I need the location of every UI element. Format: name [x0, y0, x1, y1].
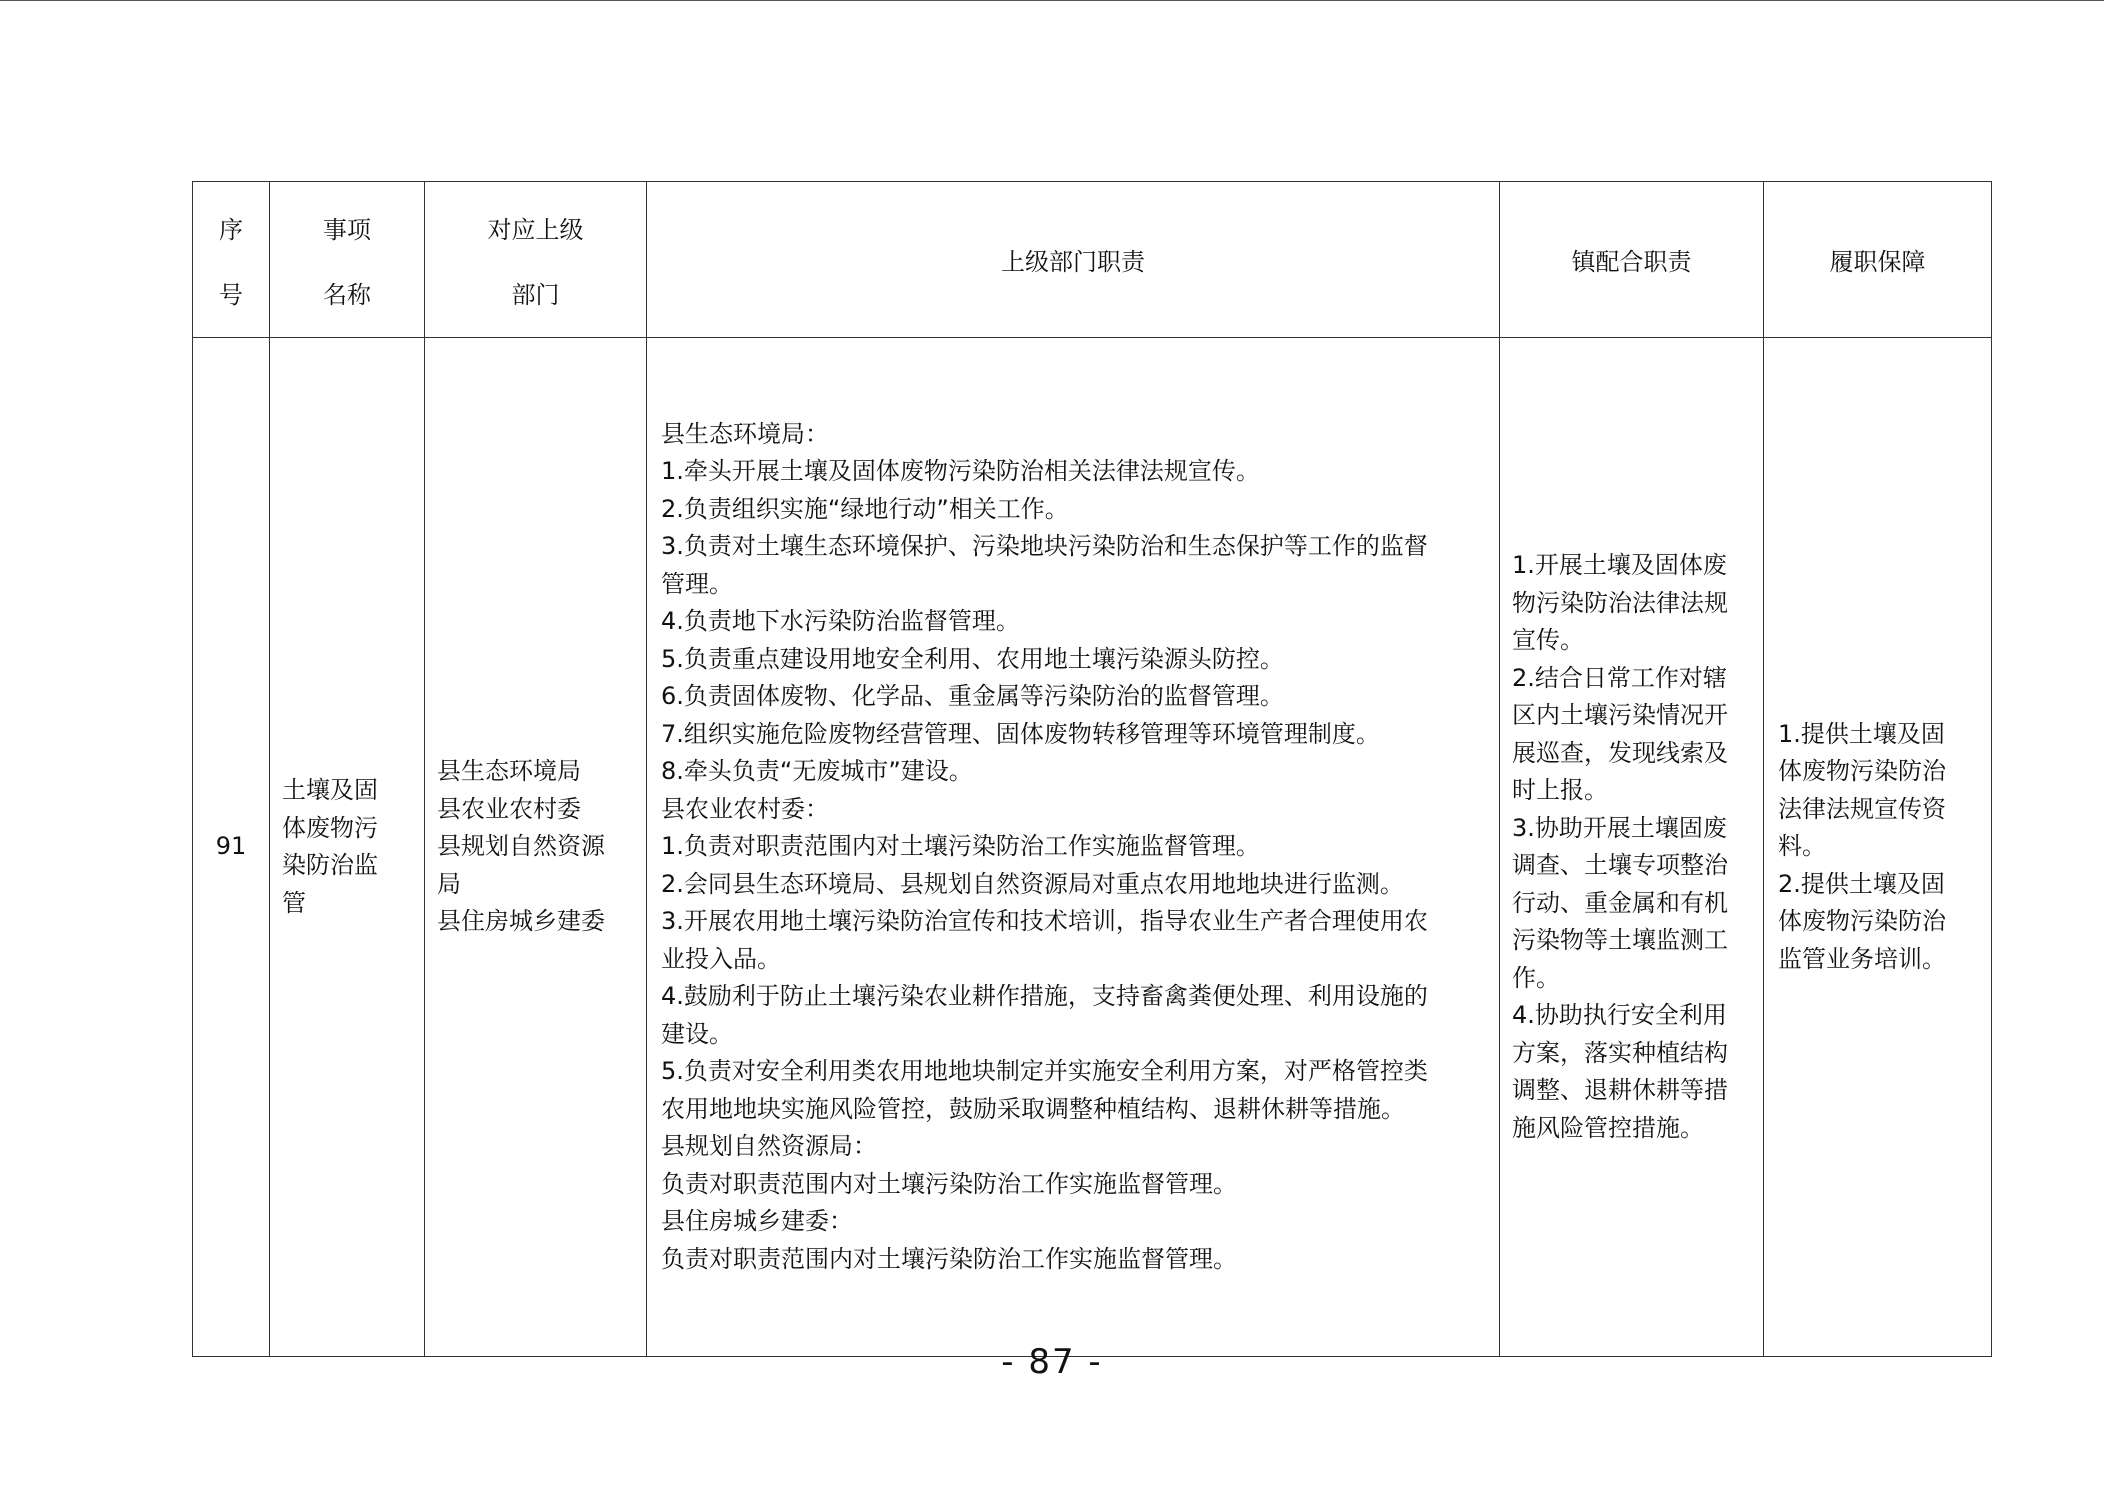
- row-seq: 91: [193, 338, 270, 1357]
- guarantee-line: 料。: [1778, 832, 1826, 861]
- header-item-name: 事项 名称: [270, 182, 425, 338]
- duty-line: 2.负责组织实施“绿地行动”相关工作。: [661, 494, 1069, 523]
- duty-line: 县生态环境局：: [661, 419, 829, 448]
- town-duty-line: 3.协助开展土壤固废: [1512, 813, 1727, 842]
- duty-line: 3.开展农用地土壤污染防治宣传和技术培训，指导农业生产者合理使用农: [661, 907, 1428, 936]
- guarantee-line: 法律法规宣传资: [1778, 794, 1946, 823]
- town-duty-line: 作。: [1512, 963, 1560, 992]
- town-duty-line: 4.协助执行安全利用: [1512, 1001, 1727, 1029]
- duty-table: [192, 181, 1992, 1357]
- guarantee-line: 体废物污染防治: [1778, 757, 1946, 786]
- row-item-name: [270, 338, 425, 1357]
- duty-line: 农用地地块实施风险管控，鼓励采取调整种植结构、退耕休耕等措施。: [661, 1094, 1405, 1123]
- guarantee-line: 2.提供土壤及固: [1778, 869, 1945, 898]
- guarantee-line: 体废物污染防治: [1778, 907, 1946, 936]
- town-duty-line: 行动、重金属和有机: [1512, 888, 1728, 917]
- duty-line: 建设。: [661, 1019, 733, 1048]
- row-superior-dept: [425, 338, 647, 1357]
- header-superior-duties: 上级部门职责: [647, 182, 1500, 338]
- dept-line: 局: [437, 869, 461, 898]
- duty-line: 3.负责对土壤生态环境保护、污染地块污染防治和生态保护等工作的监督: [661, 532, 1428, 561]
- town-duty-line: 方案，落实种植结构: [1512, 1038, 1728, 1067]
- duty-line: 4.负责地下水污染防治监督管理。: [661, 607, 1020, 636]
- header-guarantee: 履职保障: [1764, 182, 1992, 338]
- duty-line: 2.会同县生态环境局、县规划自然资源局对重点农用地地块进行监测。: [661, 869, 1404, 898]
- dept-line: 县规划自然资源: [437, 832, 605, 861]
- top-border-line: [0, 0, 2104, 1]
- duty-line: 县规划自然资源局：: [661, 1132, 877, 1161]
- duty-line: 县住房城乡建委：: [661, 1207, 853, 1236]
- row-superior-duties: [647, 338, 1500, 1357]
- page-number: - 87 -: [1001, 1342, 1103, 1382]
- town-duty-line: 展巡查，发现线索及: [1512, 738, 1728, 767]
- item-name-line: 染防治监: [282, 851, 378, 879]
- town-duty-line: 调查、土壤专项整治: [1512, 851, 1728, 879]
- item-name-line: 管: [282, 888, 306, 917]
- duty-line: 4.鼓励利于防止土壤污染农业耕作措施，支持畜禽粪便处理、利用设施的: [661, 982, 1428, 1011]
- town-duty-line: 区内土壤污染情况开: [1512, 701, 1728, 729]
- header-seq: 序 号: [193, 182, 270, 338]
- duty-line: 5.负责对安全利用类农用地地块制定并实施安全利用方案，对严格管控类: [661, 1057, 1428, 1086]
- duty-line: 管理。: [661, 569, 733, 598]
- duty-line: 8.牵头负责“无废城市”建设。: [661, 757, 973, 786]
- dept-line: 县生态环境局: [437, 757, 581, 786]
- item-name-line: 土壤及固: [282, 776, 378, 804]
- duty-line: 负责对职责范围内对土壤污染防治工作实施监督管理。: [661, 1244, 1237, 1273]
- header-town-duties: 镇配合职责: [1500, 182, 1764, 338]
- guarantee-line: 监管业务培训。: [1778, 944, 1946, 973]
- town-duty-line: 宣传。: [1512, 626, 1584, 654]
- duty-line: 5.负责重点建设用地安全利用、农用地土壤污染源头防控。: [661, 644, 1284, 673]
- table-header-row: [193, 182, 1992, 338]
- town-duty-line: 污染物等土壤监测工: [1512, 926, 1728, 954]
- header-superior-dept: 对应上级 部门: [425, 182, 647, 338]
- duty-line: 6.负责固体废物、化学品、重金属等污染防治的监督管理。: [661, 682, 1284, 711]
- row-town-duties: [1500, 338, 1764, 1357]
- town-duty-line: 1.开展土壤及固体废: [1512, 551, 1727, 579]
- town-duty-line: 物污染防治法律法规: [1512, 588, 1728, 617]
- table-row: [193, 338, 1992, 1357]
- duty-line: 负责对职责范围内对土壤污染防治工作实施监督管理。: [661, 1169, 1237, 1198]
- duty-line: 县农业农村委：: [661, 794, 829, 823]
- duty-line: 7.组织实施危险废物经营管理、固体废物转移管理等环境管理制度。: [661, 719, 1380, 748]
- town-duty-line: 时上报。: [1512, 776, 1608, 804]
- dept-line: 县住房城乡建委: [437, 907, 605, 936]
- town-duty-line: 调整、退耕休耕等措: [1512, 1076, 1728, 1104]
- dept-line: 县农业农村委: [437, 794, 581, 823]
- row-guarantee: [1764, 338, 1992, 1357]
- town-duty-line: 施风险管控措施。: [1512, 1113, 1704, 1142]
- duty-line: 业投入品。: [661, 944, 781, 973]
- duty-line: 1.负责对职责范围内对土壤污染防治工作实施监督管理。: [661, 832, 1260, 861]
- item-name-line: 体废物污: [282, 813, 378, 842]
- town-duty-line: 2.结合日常工作对辖: [1512, 663, 1727, 692]
- guarantee-line: 1.提供土壤及固: [1778, 719, 1945, 748]
- duty-line: 1.牵头开展土壤及固体废物污染防治相关法律法规宣传。: [661, 457, 1260, 486]
